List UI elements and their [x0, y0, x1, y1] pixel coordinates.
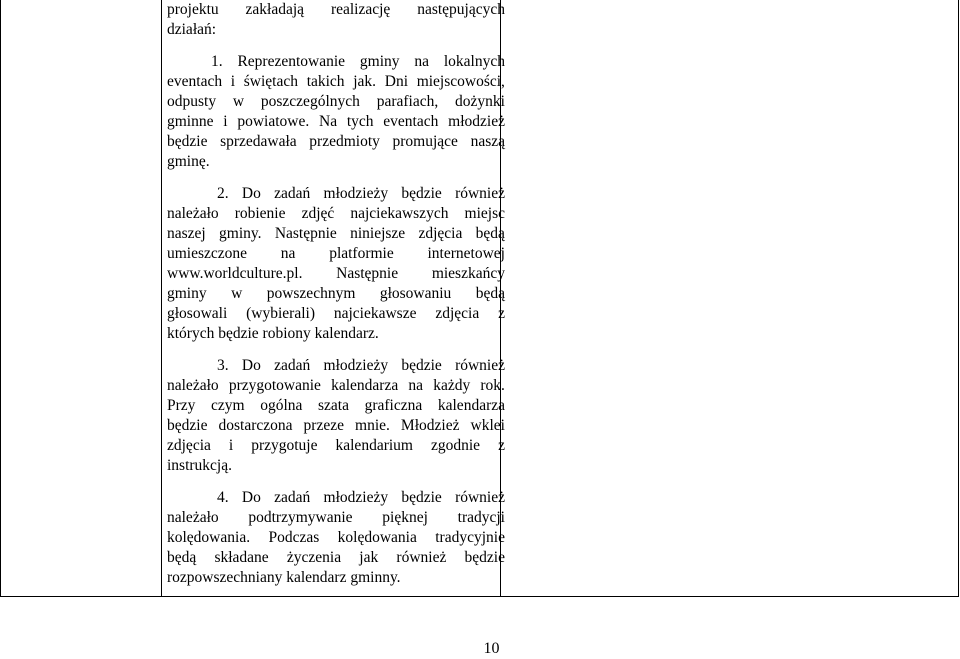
word: tradycyjnie [435, 529, 505, 546]
word: kalendarza [331, 377, 399, 394]
word: niniejsze [350, 225, 406, 242]
item-4-line-3 [167, 528, 505, 548]
word: 4. [217, 489, 229, 506]
word: głosowaniu [379, 285, 452, 302]
item-3-line-3 [167, 396, 505, 416]
word: w [232, 93, 245, 110]
word: parafiach, [376, 93, 439, 110]
word: kolędowania [337, 529, 417, 546]
word: www.worldculture.pl. [167, 265, 303, 282]
word: zadań [274, 185, 311, 202]
intro-line-2: działań: [167, 21, 217, 38]
word: będą [475, 225, 505, 242]
word: (wybierali) [246, 305, 315, 322]
word: dostarczona [218, 417, 293, 434]
word: będzie [401, 357, 442, 374]
word: Młodzież [400, 417, 460, 434]
word: pięknej [382, 509, 428, 526]
word: jak. [353, 73, 377, 90]
word: i [230, 73, 236, 90]
item-2-line-6 [167, 284, 505, 304]
word: najciekawsze [333, 305, 417, 322]
item-1-line-5 [167, 132, 505, 152]
word: umieszczone [167, 245, 248, 262]
word: realizację [330, 1, 391, 18]
word: miejsc [464, 205, 505, 222]
item-4-line-4 [167, 548, 505, 568]
word: podtrzymywanie [248, 509, 353, 526]
word: internetowej [427, 245, 505, 262]
word: robienie [234, 205, 286, 222]
word: platformie [329, 245, 394, 262]
word: wklei [470, 417, 505, 434]
word: głosowali [167, 305, 228, 322]
word: zdjęcia [167, 437, 211, 454]
word: życzenia [286, 549, 342, 566]
item-1-line-2 [167, 72, 505, 92]
word: należało [167, 509, 219, 526]
word: mieszkańcy [431, 265, 505, 282]
word: eventach [383, 113, 439, 130]
word: z [498, 437, 505, 454]
word: należało [167, 377, 219, 394]
word: ogólna [260, 397, 303, 414]
word: 2. [217, 185, 229, 202]
word: jak [359, 549, 379, 566]
word: przedmioty [309, 133, 380, 150]
word: kalendarza [437, 397, 505, 414]
item-3-line-2 [167, 376, 505, 396]
word: na [414, 53, 430, 70]
word: 3. [217, 357, 229, 374]
item-2-line-3 [167, 224, 505, 244]
item-4-line-1 [217, 488, 505, 508]
word: przygotowanie [228, 377, 321, 394]
word: przeze [303, 417, 344, 434]
word: mnie. [355, 417, 390, 434]
item-1-line-4 [167, 112, 505, 132]
word: i [223, 113, 228, 130]
word: Następnie [336, 265, 399, 282]
word: świętach [243, 73, 298, 90]
word: i [228, 437, 234, 454]
item-1-line-3 [167, 92, 505, 112]
item-2-line-7 [167, 304, 505, 324]
word: Na [319, 113, 338, 130]
word: naszą [470, 133, 505, 150]
item-2-line-2 [167, 204, 505, 224]
word: również [455, 357, 505, 374]
word: Dni [384, 73, 408, 90]
word: tradycji [457, 509, 505, 526]
word: również [396, 549, 447, 566]
word: w [231, 285, 243, 302]
item-1-line-1 [211, 52, 505, 72]
word: graficzna [364, 397, 423, 414]
word: poszczególnych [260, 93, 360, 110]
word: eventach [167, 73, 223, 90]
word: młodzieży [323, 185, 389, 202]
word: będzie [401, 489, 442, 506]
word: miejscowości, [416, 73, 505, 90]
word: będzie [464, 549, 505, 566]
word: projektu [167, 1, 219, 18]
word: następujących [417, 1, 505, 18]
item-1-line-6: gminę. [167, 153, 210, 170]
word: będzie [167, 417, 208, 434]
word: kalendarium [335, 437, 413, 454]
word: Reprezentowanie [237, 53, 346, 70]
word: promujące [392, 133, 458, 150]
word: gminy [359, 53, 400, 70]
word: odpusty [167, 93, 217, 110]
word: należało [167, 205, 219, 222]
word: gminne [167, 113, 214, 130]
word: lokalnych [443, 53, 505, 70]
word: najciekawszych [350, 205, 449, 222]
word: młodzieży [323, 489, 389, 506]
word: każdy [433, 377, 471, 394]
word: gminy. [219, 225, 262, 242]
page-number: 10 [483, 640, 500, 657]
item-2-line-1 [217, 184, 505, 204]
word: młodzież [448, 113, 505, 130]
word: Podczas [268, 529, 320, 546]
word: sprzedawała [220, 133, 297, 150]
word: powszechnym [266, 285, 356, 302]
word: takich [306, 73, 345, 90]
word: czym [211, 397, 245, 414]
word: dożynki [455, 93, 505, 110]
table-divider-1 [161, 0, 162, 597]
word: zdjęcia [418, 225, 463, 242]
word: Przy [167, 397, 196, 414]
item-3-line-5 [167, 436, 505, 456]
word: będzie [167, 133, 208, 150]
word: Następnie [274, 225, 337, 242]
word: zdjęcia [435, 305, 480, 322]
word: naszej [167, 225, 206, 242]
item-3-line-6: instrukcją. [167, 457, 232, 474]
word: Do [241, 489, 261, 506]
word: tych [346, 113, 374, 130]
word: zadań [274, 357, 311, 374]
word: 1. [211, 53, 223, 70]
word: rok. [480, 377, 505, 394]
table-border-left [0, 0, 1, 597]
item-4-line-5: rozpowszechniany kalendarz gminny. [167, 569, 401, 586]
word: będą [475, 285, 505, 302]
word: gminy [167, 285, 207, 302]
item-4-line-2 [167, 508, 505, 528]
word: z [498, 305, 505, 322]
word: składane [214, 549, 269, 566]
table-border-right [958, 0, 959, 597]
word: będą [167, 549, 197, 566]
word: na [280, 245, 296, 262]
word: kolędowania. [167, 529, 251, 546]
word: powiatowe. [237, 113, 310, 130]
word: szata [318, 397, 349, 414]
word: również [455, 489, 505, 506]
word: zakładają [245, 1, 305, 18]
item-2-line-5 [167, 264, 505, 284]
item-2-line-8: których będzie robiony kalendarz. [167, 325, 379, 342]
word: zgodnie [430, 437, 481, 454]
word: będzie [401, 185, 442, 202]
word: Do [241, 185, 261, 202]
intro-line-1 [167, 0, 505, 20]
word: zadań [274, 489, 311, 506]
word: młodzieży [323, 357, 389, 374]
item-3-line-1 [217, 356, 505, 376]
word: również [455, 185, 505, 202]
item-2-line-4 [167, 244, 505, 264]
word: Do [241, 357, 261, 374]
word: przygotuje [251, 437, 318, 454]
item-3-line-4 [167, 416, 505, 436]
word: na [408, 377, 424, 394]
word: zdjęć [301, 205, 335, 222]
